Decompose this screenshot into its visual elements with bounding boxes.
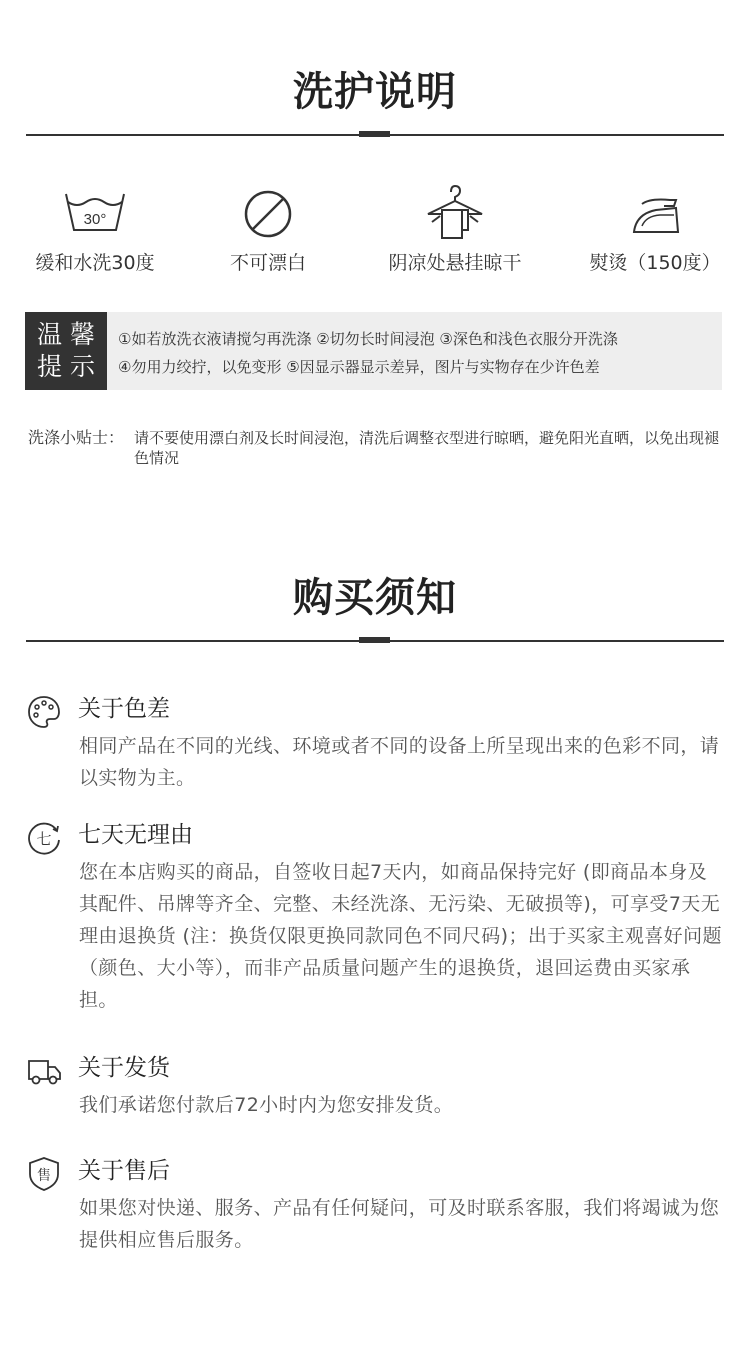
care-label-wash: 缓和水洗30度: [35, 252, 155, 274]
wash-tip-label: 洗涤小贴士：: [28, 428, 125, 447]
warm-tips-line2: ④勿用力绞拧，以免变形 ⑤因显示器显示差异，图片与实物存在少许色差: [118, 358, 600, 376]
delivery-truck-icon: [26, 1053, 62, 1089]
info-body-seven-day-return: 您在本店购买的商品，自签收日起7天内，如商品保持完好 (即商品本身及其配件、吊牌等齐全、完整、未经洗涤、无污染、无破损等)，可享受7天无理由退换货 (注：换货仅限更换同款同色不同尺码)；出于买家主观喜好问题（颜色、大小等），而非产品质量问题产生的退换货，退回运费由买家承担。: [79, 861, 722, 1011]
info-body-color-difference: 相同产品在不同的光线、环境或者不同的设备上所呈现出来的色彩不同，请以实物为主。: [79, 735, 720, 789]
warm-tips-box: [25, 312, 722, 390]
no-bleach-icon: [238, 182, 298, 242]
seven-day-return-icon: [26, 820, 62, 856]
warm-tips-line1: ①如若放洗衣液请搅匀再洗涤 ②切勿长时间浸泡 ③深色和浅色衣服分开洗涤: [118, 330, 618, 348]
warm-tips-heading-line2: 提 示: [37, 352, 95, 381]
care-item-iron: [560, 182, 750, 275]
care-section-title: 洗护说明: [293, 69, 457, 115]
purchase-title-divider-accent: [359, 637, 390, 643]
info-body-after-sales: 如果您对快递、服务、产品有任何疑问，可及时联系客服，我们将竭诚为您提供相应售后服务。: [79, 1197, 720, 1251]
care-item-hang-dry: [360, 182, 550, 275]
care-label-no-bleach: 不可漂白: [229, 252, 306, 274]
iron-icon: [620, 182, 690, 242]
info-title-color-difference: 关于色差: [78, 696, 170, 722]
care-title-divider-accent: [359, 131, 390, 137]
info-title-delivery: 关于发货: [78, 1055, 170, 1081]
info-body-delivery: 我们承诺您付款后72小时内为您安排发货。: [79, 1094, 454, 1116]
care-label-iron: 熨烫（150度）: [589, 252, 721, 274]
seven-day-return-glyph: 七: [36, 830, 52, 848]
wash-temperature: 30°: [83, 211, 107, 228]
info-title-seven-day-return: 七天无理由: [78, 822, 193, 848]
after-sales-glyph: 售: [37, 1168, 51, 1184]
warm-tips-heading: [25, 312, 107, 390]
care-item-no-bleach: [173, 182, 363, 275]
care-item-wash: [0, 182, 190, 275]
purchase-section-title: 购买须知: [293, 575, 457, 621]
hang-dry-shade-icon: [420, 182, 490, 242]
warm-tips-heading-line1: 温 馨: [37, 320, 95, 349]
palette-icon: [26, 694, 62, 730]
after-sales-shield-icon: [26, 1156, 62, 1192]
wash-30-icon: [60, 182, 130, 242]
care-label-hang-dry: 阴凉处悬挂晾干: [388, 252, 522, 274]
wash-tip-text: 请不要使用漂白剂及长时间浸泡，清洗后调整衣型进行晾晒，避免阳光直晒，以免出现褪色情况: [134, 429, 720, 467]
info-title-after-sales: 关于售后: [78, 1158, 170, 1184]
